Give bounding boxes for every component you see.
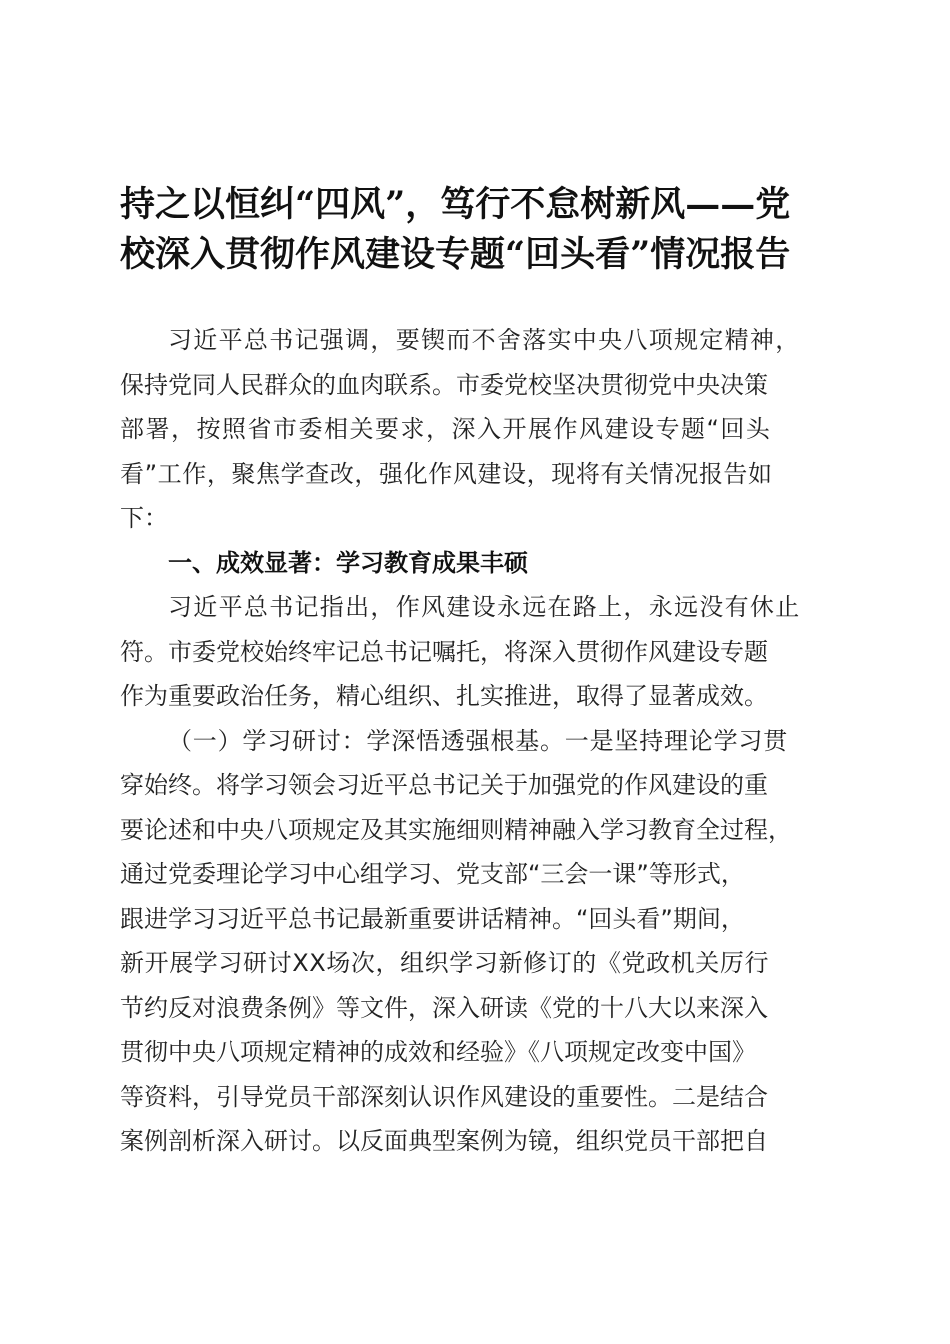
body-line: 部署，按照省市委相关要求，深入开展作风建设专题“回头 bbox=[120, 415, 772, 443]
title-line: 校深入贯彻作风建设专题“回头看”情况报告 bbox=[120, 234, 791, 275]
body-line: 通过党委理论学习中心组学习、党支部“三会一课”等形式， bbox=[120, 860, 745, 888]
document-body bbox=[120, 318, 832, 1164]
body-line: 看”工作，聚焦学查改，强化作风建设，现将有关情况报告如 bbox=[120, 459, 773, 488]
body-line: 习近平总书记强调，要锲而不舍落实中央八项规定精神， bbox=[168, 326, 801, 354]
body-line: 新开展学习研讨XX场次，组织学习新修订的《党政机关厉行 bbox=[120, 949, 770, 977]
body-line: 案例剖析深入研讨。以反面典型案例为镜，组织党员干部把自 bbox=[120, 1127, 768, 1155]
section-heading: 一、成效显著：学习教育成果丰硕 bbox=[168, 548, 528, 577]
body-line: 穿始终。将学习领会习近平总书记关于加强党的作风建设的重 bbox=[120, 771, 768, 799]
body-line: 保持党同人民群众的血肉联系。市委党校坚决贯彻党中央决策 bbox=[120, 370, 768, 399]
body-line: 作为重要政治任务，精心组织、扎实推进，取得了显著成效。 bbox=[120, 682, 768, 710]
body-line: 要论述和中央八项规定及其实施细则精神融入学习教育全过程， bbox=[120, 815, 792, 844]
body-line: 节约反对浪费条例》等文件，深入研读《党的十八大以来深入 bbox=[120, 993, 768, 1022]
body-line: （一）学习研讨：学深悟透强根基。一是坚持理论学习贯 bbox=[168, 726, 788, 755]
body-line: 下： bbox=[120, 504, 168, 532]
title-line: 持之以恒纠“四风”，笃行不怠树新风——党 bbox=[120, 184, 791, 225]
body-line: 符。市委党校始终牢记总书记嘱托，将深入贯彻作风建设专题 bbox=[120, 637, 768, 666]
body-line: 习近平总书记指出，作风建设永远在路上，永远没有休止 bbox=[168, 593, 801, 621]
document-title bbox=[120, 180, 830, 280]
body-line: 等资料，引导党员干部深刻认识作风建设的重要性。二是结合 bbox=[120, 1082, 768, 1111]
body-line: 跟进学习习近平总书记最新重要讲话精神。“回头看”期间， bbox=[120, 904, 745, 933]
body-line: 贯彻中央八项规定精神的成效和经验》《八项规定改变中国》 bbox=[120, 1038, 756, 1066]
